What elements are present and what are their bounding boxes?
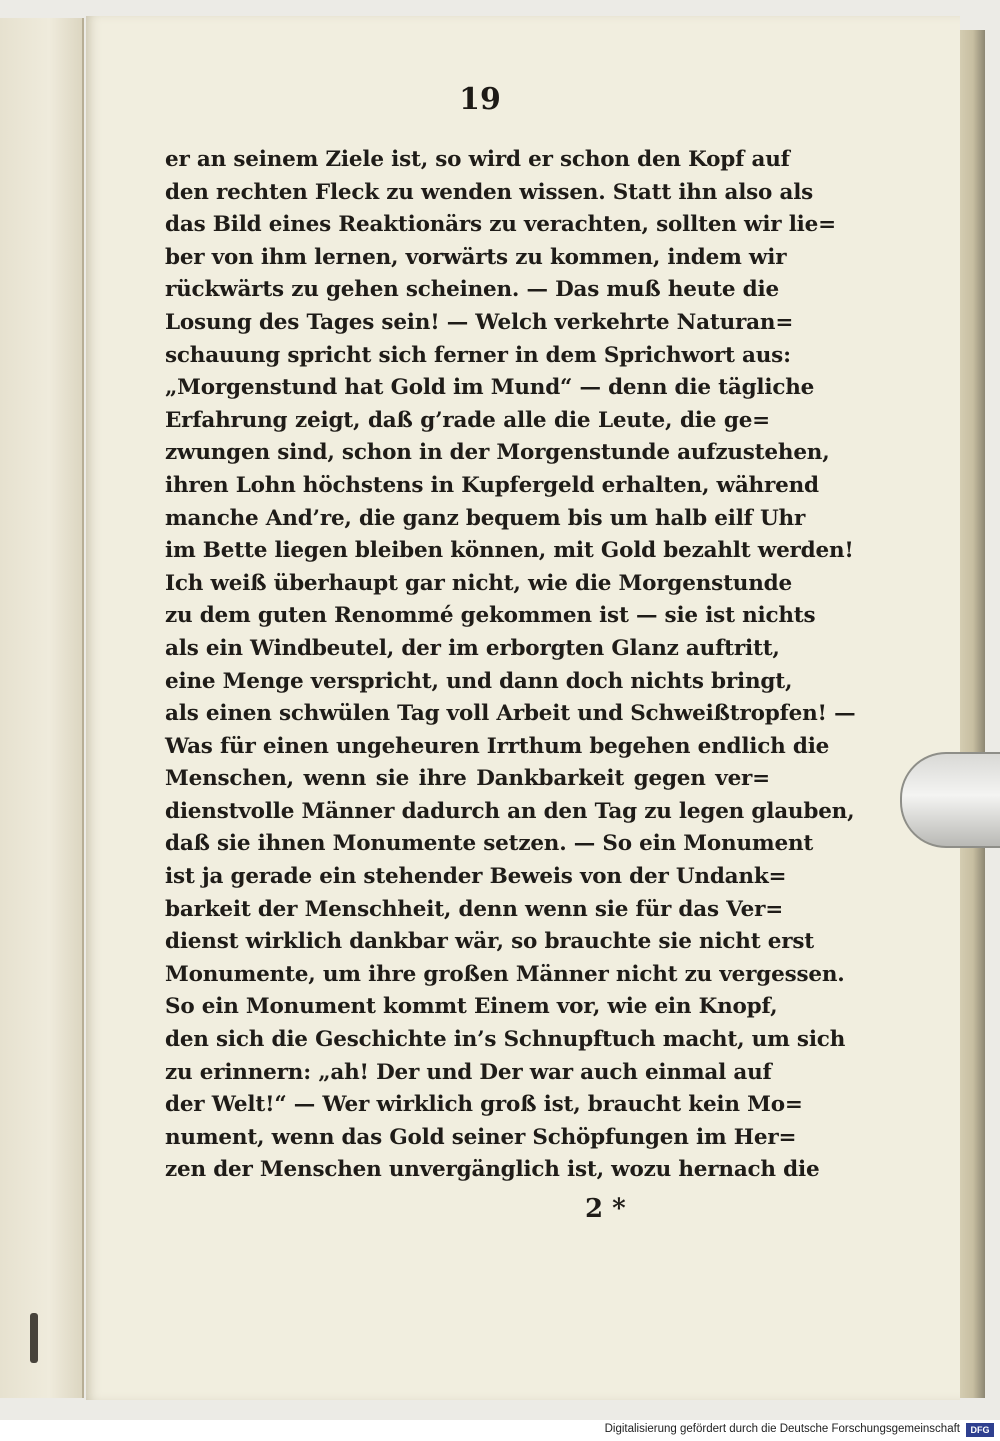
- binding-mark: [30, 1313, 38, 1363]
- text-line: ist ja gerade ein stehender Beweis von der Undank=: [165, 864, 787, 890]
- text-line: Monumente, um ihre großen Männer nicht zu vergessen.: [165, 961, 845, 987]
- text-line: den rechten Fleck zu wenden wissen. Statt ihn also als: [165, 179, 814, 205]
- text-line: im Bette liegen bleiben können, mit Gold bezahlt werden!: [165, 538, 854, 564]
- footer-credit: Digitalisierung gefördert durch die Deutsche Forschungsgemeinschaft: [604, 1423, 960, 1435]
- text-line: zu erinnern: „ah! Der und Der war auch einmal auf: [165, 1059, 772, 1085]
- text-line: So ein Monument kommt Einem vor, wie ein Knopf,: [165, 994, 778, 1020]
- page-clip: [900, 752, 1000, 848]
- text-line: Losung des Tages sein! — Welch verkehrte Naturan=: [165, 309, 794, 335]
- text-line: eine Menge verspricht, und dann doch nichts bringt,: [165, 668, 793, 694]
- text-line: ihren Lohn höchstens in Kupfergeld erhalten, während: [165, 472, 819, 498]
- text-line: zu dem guten Renommé gekommen ist — sie ist nichts: [165, 603, 816, 629]
- printer-signature: 2 *: [585, 1194, 626, 1224]
- text-line: den sich die Geschichte in’s Schnupftuch macht, um sich: [165, 1027, 846, 1053]
- page-number: 19: [459, 82, 501, 117]
- text-line: manche And’re, die ganz bequem bis um halb eilf Uhr: [165, 505, 806, 531]
- text-line: Erfahrung zeigt, daß g’rade alle die Leute, die ge=: [165, 407, 770, 433]
- text-line: zwungen sind, schon in der Morgenstunde aufzustehen,: [165, 440, 830, 466]
- text-line: barkeit der Menschheit, denn wenn sie für das Ver=: [165, 896, 784, 922]
- text-line: Was für einen ungeheuren Irrthum begehen endlich die: [165, 733, 830, 759]
- text-line: nument, wenn das Gold seiner Schöpfungen im Her=: [165, 1124, 797, 1150]
- text-line: dienst wirklich dankbar wär, so brauchte sie nicht erst: [165, 929, 815, 955]
- text-line: Ich weiß überhaupt gar nicht, wie die Morgenstunde: [165, 570, 792, 596]
- body-text: [165, 144, 856, 1187]
- text-line: „Morgenstund hat Gold im Mund“ — denn die tägliche: [165, 375, 815, 401]
- text-line: Menschen, wenn sie ihre Dankbarkeit gegen ver=: [165, 766, 770, 792]
- text-line: das Bild eines Reaktionärs zu verachten, sollten wir lie=: [165, 212, 836, 238]
- text-line: zen der Menschen unvergänglich ist, wozu hernach die: [165, 1157, 820, 1183]
- text-line: als einen schwülen Tag voll Arbeit und Schweißtropfen! —: [165, 701, 856, 727]
- footer-bar: [0, 1420, 1000, 1441]
- text-line: schauung spricht sich ferner in dem Sprichwort aus:: [165, 342, 791, 368]
- text-line: dienstvolle Männer dadurch an den Tag zu legen glauben,: [165, 798, 855, 824]
- dfg-logo-icon: DFG: [966, 1423, 994, 1437]
- text-line: der Welt!“ — Wer wirklich groß ist, braucht kein Mo=: [165, 1092, 803, 1118]
- text-line: ber von ihm lernen, vorwärts zu kommen, indem wir: [165, 244, 787, 270]
- text-line: rückwärts zu gehen scheinen. — Das muß heute die: [165, 277, 779, 303]
- text-line: er an seinem Ziele ist, so wird er schon den Kopf auf: [165, 147, 790, 172]
- text-line: daß sie ihnen Monumente setzen. — So ein Monument: [165, 831, 814, 857]
- left-page-edge: [0, 18, 84, 1398]
- text-line: als ein Windbeutel, der im erborgten Glanz auftritt,: [165, 635, 780, 661]
